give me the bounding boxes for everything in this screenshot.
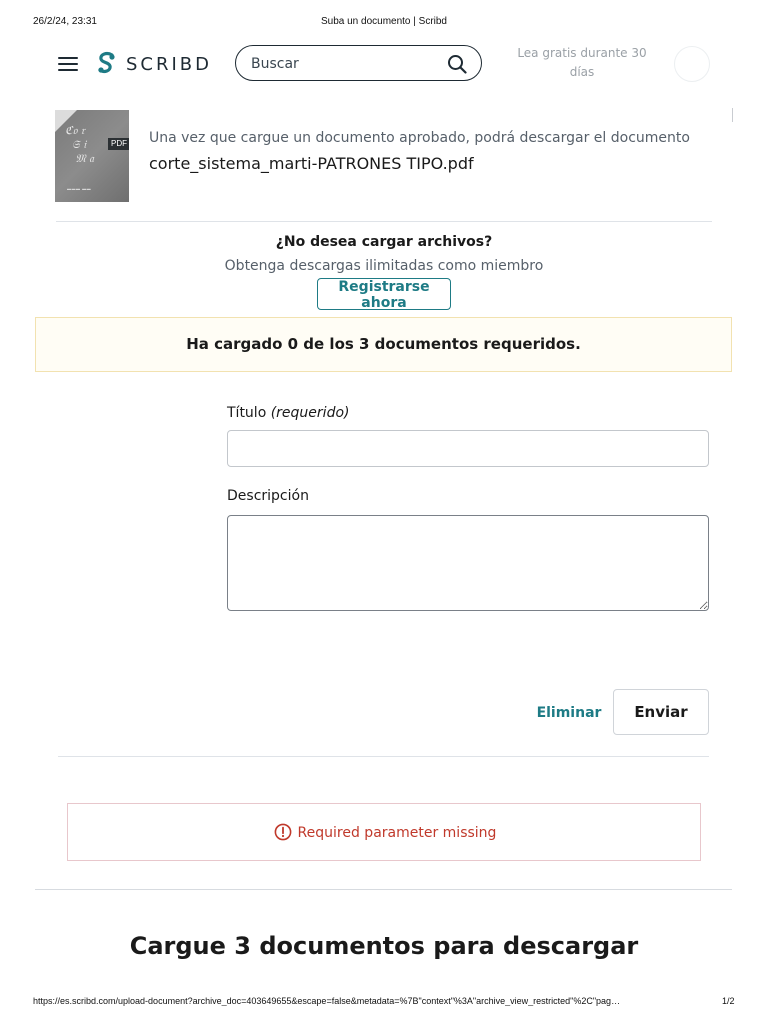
divider <box>35 889 732 890</box>
title-required-text: (requerido) <box>270 405 350 421</box>
search-box[interactable] <box>235 45 482 81</box>
title-label-text: Título <box>227 405 267 421</box>
membership-cta <box>0 233 768 275</box>
search-icon[interactable] <box>447 54 467 74</box>
print-url: https://es.scribd.com/upload-document?archive_doc=403649655&escape=false&metadata=%7B"context"%3A"archive_view_restricted"%2C"pag… <box>33 996 621 1006</box>
hamburger-menu-icon[interactable] <box>58 56 80 72</box>
register-button[interactable]: Registrarse ahora <box>317 278 451 310</box>
divider <box>56 221 712 222</box>
top-navigation-bar <box>0 42 768 86</box>
submit-button[interactable]: Enviar <box>613 689 709 735</box>
document-info <box>149 130 690 173</box>
print-datetime: 26/2/24, 23:31 <box>33 16 97 27</box>
error-content <box>68 823 702 843</box>
free-trial-promo[interactable]: Lea gratis durante 30 días <box>517 46 647 79</box>
title-label <box>227 404 709 422</box>
description-input[interactable] <box>227 515 709 611</box>
document-thumbnail <box>55 110 129 202</box>
cta-subtitle: Obtenga descargas ilimitadas como miembro <box>224 258 544 274</box>
scribd-logo[interactable] <box>96 50 212 78</box>
upload-form <box>227 404 709 611</box>
pdf-badge: PDF <box>108 138 129 150</box>
print-page-title: Suba un documento | Scribd <box>320 16 447 27</box>
scribd-logo-icon <box>96 51 118 77</box>
thumbnail-fine-print: ▬▬▬ ▬▬ <box>67 186 92 191</box>
description-label: Descripción <box>227 488 309 504</box>
print-header <box>0 16 768 30</box>
document-filename: corte_sistema_marti-PATRONES TIPO.pdf <box>149 154 474 173</box>
error-message: Required parameter missing <box>297 825 497 841</box>
document-note: Una vez que cargue un documento aprobado, podrá descargar el documento <box>149 130 690 146</box>
logo-text: SCRIBD <box>126 53 213 75</box>
user-avatar[interactable] <box>674 46 710 82</box>
delete-button[interactable]: Eliminar <box>536 702 602 724</box>
title-input[interactable] <box>227 430 709 467</box>
scroll-indicator <box>732 108 733 122</box>
print-footer <box>0 996 768 1010</box>
upload-status-banner <box>35 317 732 372</box>
print-page-number: 1/2 <box>722 996 735 1006</box>
upload-status-text: Ha cargado 0 de los 3 documentos requeridos. <box>186 335 581 353</box>
error-icon <box>274 823 292 841</box>
section-heading: Cargue 3 documentos para descargar <box>129 932 639 960</box>
divider <box>58 756 709 757</box>
error-alert <box>67 803 701 861</box>
search-input[interactable] <box>251 53 431 75</box>
thumbnail-cover-art: ℭ𝔬 𝔯 𝔖 𝔦 𝔐 𝔞 <box>65 124 94 165</box>
cta-question: ¿No desea cargar archivos? <box>275 234 493 250</box>
document-row <box>55 108 715 203</box>
